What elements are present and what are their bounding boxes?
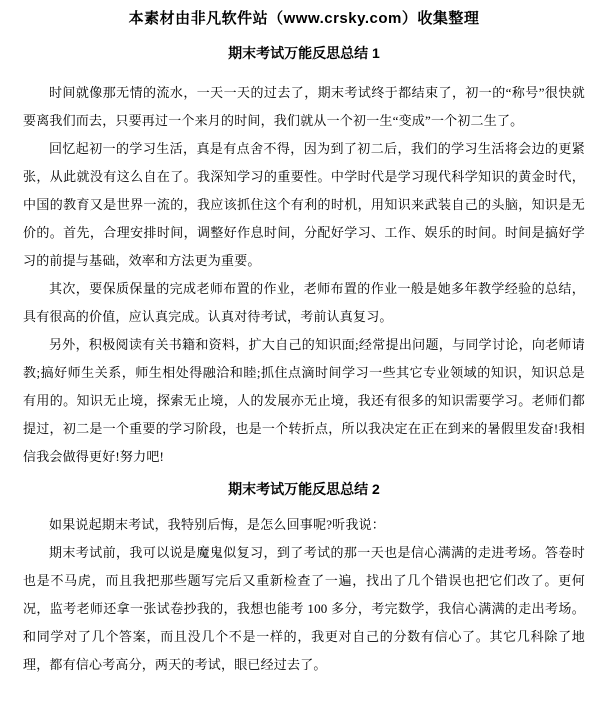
paragraph: 其次，要保质保量的完成老师布置的作业，老师布置的作业一般是她多年教学经验的总结，具有很高的价值，应认真完成。认真对待考试，考前认真复习。 — [23, 281, 585, 324]
section-heading: 期末考试万能反思总结 1 — [228, 45, 380, 61]
paragraph: 期末考试前，我可以说是魔鬼似复习，到了考试的那一天也是信心满满的走进考场。答卷时也是不马虎，而且我把那些题写完后又重新检查了一遍，找出了几个错误也把它们改了。更何况，监考老师还拿一张试卷抄我的，我想也能考 100 多分，考完数学，我信心满满的走出考场。和同学对了几个答案，而且没几个不是一样的，我更对自己的分数有信心了。其它几科除了地理，都有信心考高分，两天的考试，眼已经过去了。 — [23, 545, 585, 672]
document-title: 本素材由非凡软件站（www.crsky.com）收集整理 — [128, 10, 480, 27]
paragraph: 如果说起期末考试，我特别后悔，是怎么回事呢?听我说： — [49, 517, 385, 532]
document-body — [23, 41, 585, 679]
paragraph: 时间就像那无情的流水，一天一天的过去了，期末考试终于都结束了，初一的“称号”很快就要离我们而去，只要再过一个来月的时间，我们就从一个初一生“变成”一个初二生了。 — [23, 85, 585, 128]
paragraph: 另外，积极阅读有关书籍和资料，扩大自己的知识面;经常提出问题，与同学讨论，向老师请教;搞好师生关系，师生相处得融洽和睦;抓住点滴时间学习一些其它专业领域的知识，知识总是有用的。知识无止境，探索无止境，人的发展亦无止境，我还有很多的知识需要学习。老师们都提过，初二是一个重要的学习阶段，也是一个转折点，所以我决定在正在到来的暑假里发奋!我相信我会做得更好!努力吧! — [23, 337, 585, 464]
section-heading: 期末考试万能反思总结 2 — [228, 481, 380, 497]
paragraph: 回忆起初一的学习生活，真是有点舍不得，因为到了初二后，我们的学习生活将会边的更紧张，从此就没有这么自在了。我深知学习的重要性。中学时代是学习现代科学知识的黄金时代，中国的教育又是世界一流的，我应该抓住这个有利的时机，用知识来武装自己的头脑，知识是无价的。首先，合理安排时间，调整好作息时间，分配好学习、工作、娱乐的时间。时间是搞好学习的前提与基础，效率和方法更为重要。 — [23, 141, 585, 268]
